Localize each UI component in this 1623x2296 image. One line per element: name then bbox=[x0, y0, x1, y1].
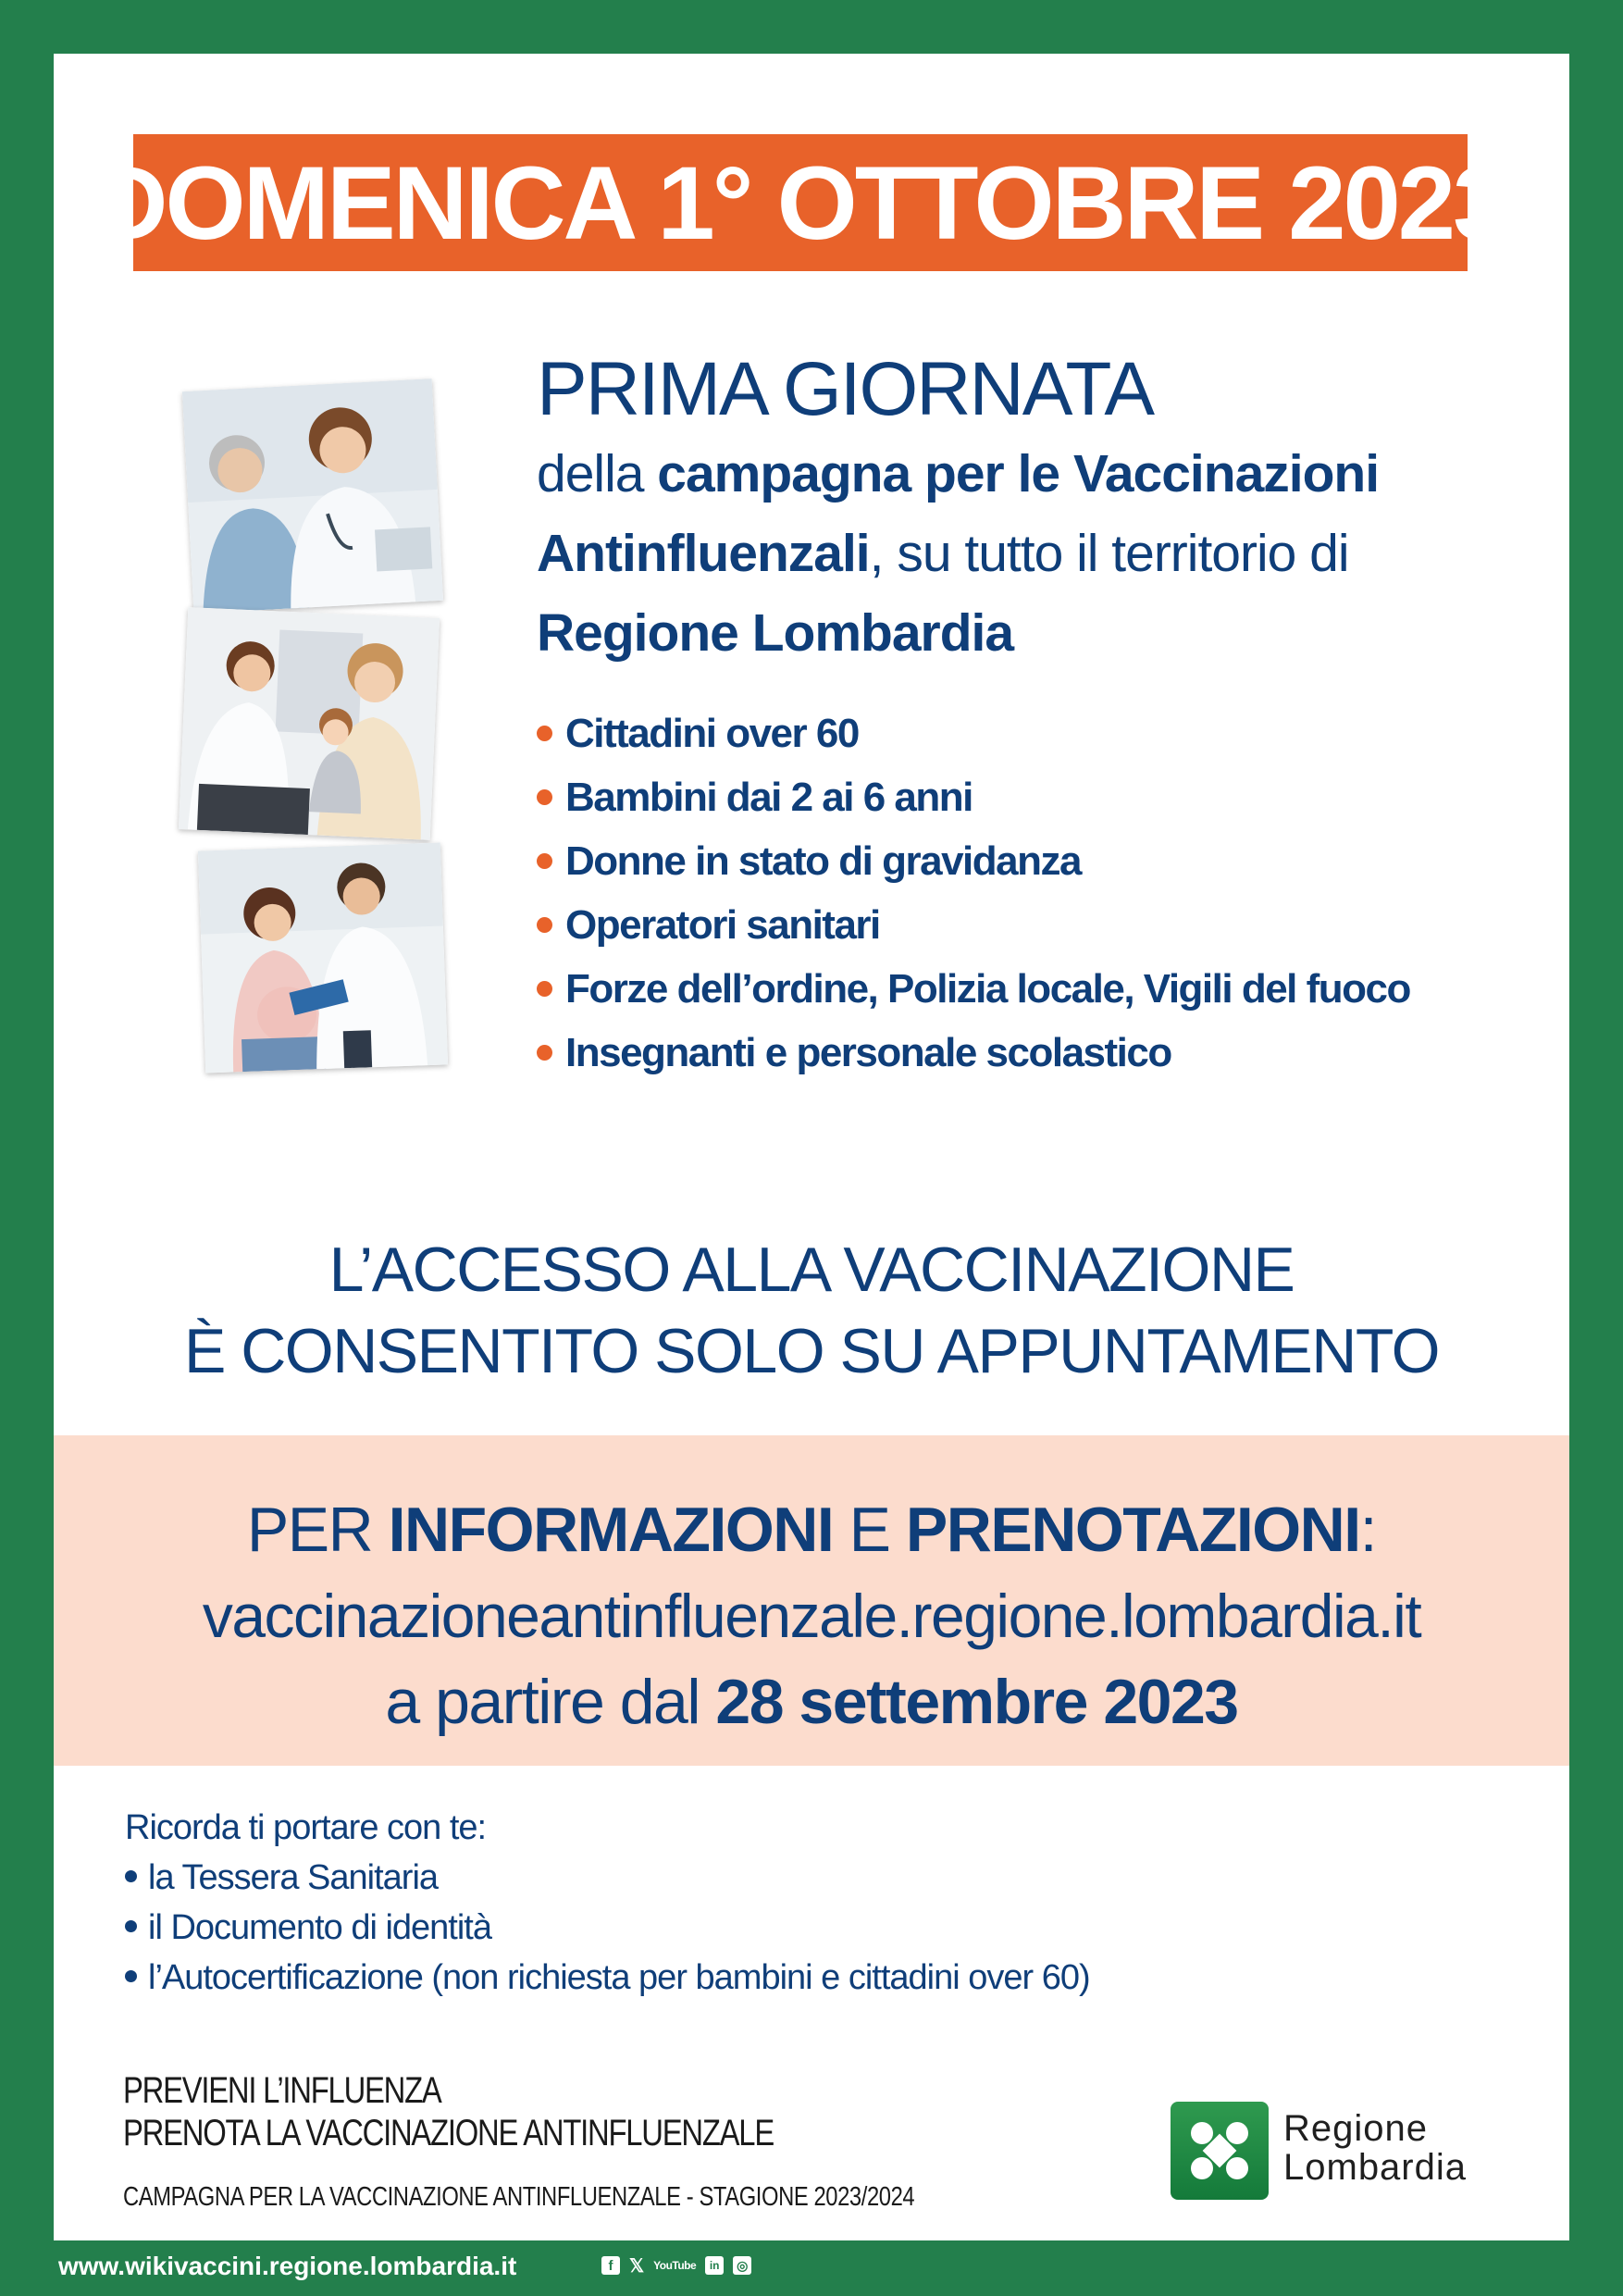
list-item-text: Cittadini over 60 bbox=[565, 711, 859, 756]
list-item-text: il Documento di identità bbox=[148, 1908, 491, 1947]
reminder-list bbox=[125, 1853, 1090, 2003]
info-prenotazioni: PRENOTAZIONI bbox=[905, 1495, 1360, 1565]
list-item-text: Bambini dai 2 ai 6 anni bbox=[565, 775, 973, 820]
linkedin-icon[interactable]: in bbox=[705, 2256, 724, 2275]
x-icon[interactable]: 𝕏 bbox=[629, 2255, 645, 2277]
list-item bbox=[537, 829, 1410, 893]
list-item-text: Forze dell’ordine, Polizia locale, Vigili del fuoco bbox=[565, 966, 1410, 1011]
footer-campaign: CAMPAGNA PER LA VACCINAZIONE ANTINFLUENZALE - STAGIONE 2023/2024 bbox=[123, 2182, 915, 2212]
bullet-icon bbox=[537, 726, 552, 741]
booking-url-link[interactable]: vaccinazioneantinfluenzale.regione.lombardia.it bbox=[202, 1582, 1421, 1650]
list-item-text: la Tessera Sanitaria bbox=[148, 1858, 439, 1897]
appointment-notice-line2: È CONSENTITO SOLO SU APPUNTAMENTO bbox=[183, 1316, 1440, 1386]
intro-title: PRIMA GIORNATA bbox=[537, 347, 1154, 431]
footer-slogan-line2: PRENOTA LA VACCINAZIONE ANTINFLUENZALE bbox=[123, 2113, 774, 2153]
photo-doctor-child bbox=[179, 607, 440, 840]
photo-doctor-elderly-patient bbox=[182, 379, 443, 614]
bullet-icon bbox=[537, 789, 552, 805]
list-item-text: Donne in stato di gravidanza bbox=[565, 838, 1081, 884]
info-informazioni: INFORMAZIONI bbox=[388, 1495, 834, 1565]
bottom-bar bbox=[0, 2240, 1623, 2296]
footer-slogan bbox=[123, 2069, 774, 2154]
intro-text-territory: , su tutto il territorio di bbox=[869, 524, 1349, 583]
list-item-text: l’Autocertificazione (non richiesta per bambini e cittadini over 60) bbox=[148, 1958, 1090, 1997]
info-band bbox=[54, 1435, 1569, 1766]
list-item bbox=[537, 893, 1410, 957]
list-item bbox=[125, 1953, 1090, 2003]
poster-sheet bbox=[54, 54, 1569, 2240]
target-groups-list bbox=[537, 701, 1410, 1085]
info-per: PER bbox=[246, 1495, 389, 1565]
logo-wordmark bbox=[1283, 2109, 1467, 2187]
bullet-icon bbox=[537, 853, 552, 869]
regione-lombardia-logo bbox=[1171, 2102, 1541, 2203]
intro-block bbox=[537, 345, 1508, 673]
list-item bbox=[537, 957, 1410, 1021]
list-item-text: Insegnanti e personale scolastico bbox=[565, 1030, 1171, 1075]
list-item bbox=[125, 1853, 1090, 1903]
intro-body bbox=[537, 434, 1508, 673]
wikivaccini-link[interactable]: www.wikivaccini.regione.lombardia.it bbox=[58, 2252, 517, 2280]
booking-start-date-value: 28 settembre 2023 bbox=[715, 1667, 1238, 1737]
booking-start-date bbox=[54, 1665, 1569, 1739]
bullet-icon bbox=[125, 1920, 137, 1932]
list-item bbox=[537, 701, 1410, 765]
bullet-icon bbox=[537, 917, 552, 933]
info-heading bbox=[54, 1493, 1569, 1567]
list-item bbox=[537, 1021, 1410, 1085]
regione-lombardia-logo-icon bbox=[1171, 2102, 1269, 2200]
logo-wordmark-line2: Lombardia bbox=[1283, 2147, 1468, 2188]
social-icons bbox=[601, 2255, 751, 2276]
bullet-icon bbox=[125, 1970, 137, 1982]
intro-region-name: Regione Lombardia bbox=[537, 603, 1014, 663]
booking-start-text: a partire dal bbox=[385, 1667, 716, 1737]
date-banner: DOMENICA 1° OTTOBRE 2023 bbox=[133, 134, 1468, 271]
appointment-notice bbox=[54, 1229, 1569, 1392]
appointment-notice-line1: L’ACCESSO ALLA VACCINAZIONE bbox=[328, 1235, 1295, 1305]
reminder-block bbox=[125, 1803, 1090, 2003]
list-item-text: Operatori sanitari bbox=[565, 902, 880, 948]
info-e: E bbox=[833, 1495, 906, 1565]
list-item bbox=[125, 1903, 1090, 1953]
youtube-icon[interactable]: YouTube bbox=[653, 2259, 697, 2272]
reminder-title: Ricorda ti portare con te: bbox=[125, 1808, 487, 1847]
bullet-icon bbox=[537, 1045, 552, 1061]
list-item bbox=[537, 765, 1410, 829]
intro-text-della: della bbox=[537, 444, 658, 503]
info-colon: : bbox=[1359, 1495, 1377, 1565]
photo-doctor-pregnant-woman bbox=[198, 843, 448, 1074]
bullet-icon bbox=[537, 981, 552, 997]
instagram-icon[interactable]: ◎ bbox=[733, 2256, 751, 2275]
footer-slogan-line1: PREVIENI L’INFLUENZA bbox=[123, 2070, 441, 2111]
logo-wordmark-line1: Regione bbox=[1283, 2108, 1429, 2149]
facebook-icon[interactable]: f bbox=[601, 2256, 620, 2275]
bullet-icon bbox=[125, 1870, 137, 1882]
intro-campaign-name: campagna per le Vaccinazioni Antinfluenzali bbox=[537, 444, 1380, 583]
